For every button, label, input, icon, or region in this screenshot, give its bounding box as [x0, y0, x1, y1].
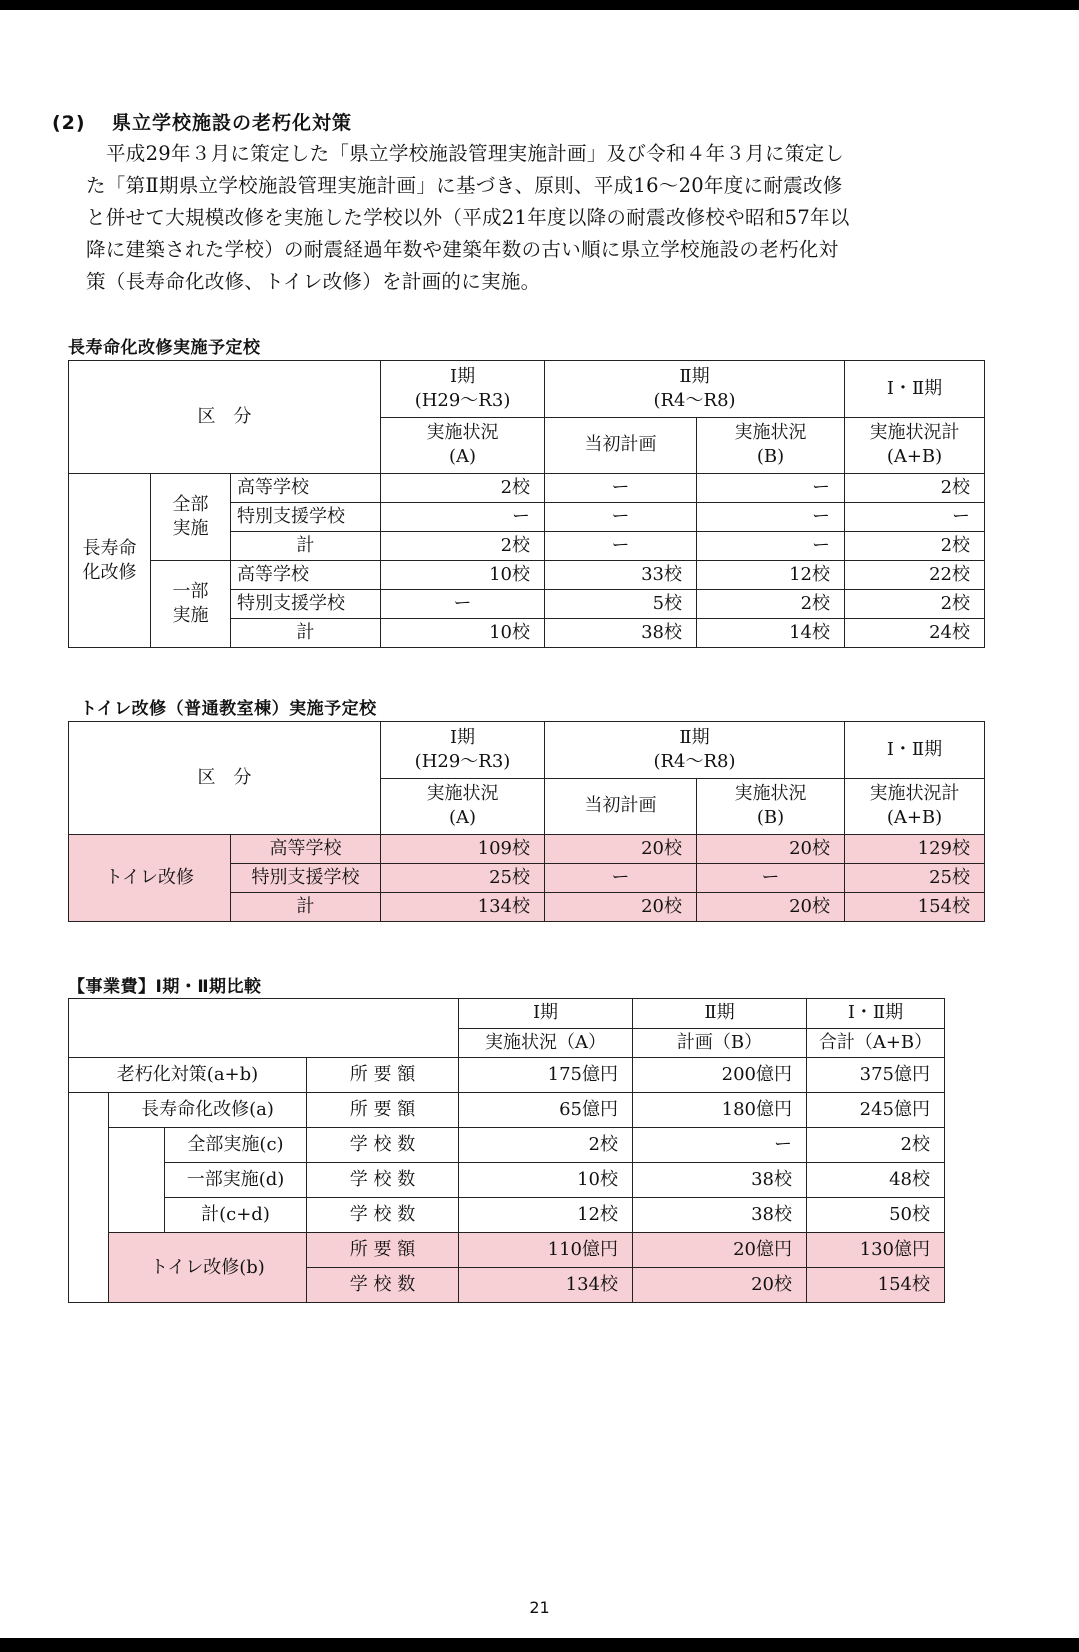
cell-a: 134校 [381, 893, 545, 922]
table-row [69, 1163, 945, 1198]
cell-ab: 50校 [807, 1198, 945, 1233]
section-number: (2) [52, 112, 86, 134]
table1-caption: 長寿命化改修実施予定校 [68, 338, 261, 358]
cell-a: 10校 [381, 619, 545, 648]
row-label: 特別支援学校 [231, 590, 381, 619]
header-period2: Ⅱ期 (R4～R8) [545, 361, 845, 418]
table-row [69, 1093, 945, 1128]
group-label: トイレ改修 [69, 835, 231, 922]
table-longevity [68, 360, 985, 648]
table-row [69, 1233, 945, 1268]
header-status-b: 実施状況 (B) [697, 417, 845, 474]
header-period2: Ⅱ期 [633, 999, 807, 1029]
row-item: 計(c+d) [165, 1198, 307, 1233]
table-row [69, 1128, 945, 1163]
cell-plan: ー [545, 864, 697, 893]
row-label: 高等学校 [231, 835, 381, 864]
paragraph-line: 策（長寿命化改修、トイレ改修）を計画的に実施。 [86, 270, 541, 293]
cell-a: 2校 [459, 1128, 633, 1163]
header-status-b: 実施状況 (B) [697, 778, 845, 835]
cell-a: 175億円 [459, 1058, 633, 1093]
row-label: 特別支援学校 [231, 503, 381, 532]
header-status-a: 実施状況（A） [459, 1028, 633, 1058]
cell-plan: 20校 [545, 835, 697, 864]
cell-a: 25校 [381, 864, 545, 893]
cell-b: 12校 [697, 561, 845, 590]
section-heading [52, 108, 352, 135]
table-toilet [68, 721, 985, 922]
header-kubun: 区 分 [69, 722, 381, 835]
cell-b: 20校 [697, 835, 845, 864]
indent-spacer [69, 1093, 109, 1303]
header-period1: Ⅰ期 (H29～R3) [381, 361, 545, 418]
cell-plan: 38校 [545, 619, 697, 648]
cell-ab: 2校 [845, 532, 985, 561]
row-label: 高等学校 [231, 474, 381, 503]
cell-a: ー [381, 590, 545, 619]
cell-ab: ー [845, 503, 985, 532]
cell-ab: 375億円 [807, 1058, 945, 1093]
table-row [69, 474, 985, 503]
row-item: トイレ改修(b) [109, 1233, 307, 1303]
table2-caption: トイレ改修（普通教室棟）実施予定校 [80, 699, 377, 719]
cell-ab: 22校 [845, 561, 985, 590]
table-row [69, 1198, 945, 1233]
table-row [69, 835, 985, 864]
cell-ab: 24校 [845, 619, 985, 648]
cell-a: 2校 [381, 474, 545, 503]
header-period12: Ⅰ・Ⅱ期 [845, 361, 985, 418]
table-row [69, 1058, 945, 1093]
cell-ab: 130億円 [807, 1233, 945, 1268]
cell-plan: ー [545, 474, 697, 503]
cell-b: 180億円 [633, 1093, 807, 1128]
table-row [69, 561, 985, 590]
header-plan: 当初計画 [545, 417, 697, 474]
cell-plan: 5校 [545, 590, 697, 619]
cell-a: 134校 [459, 1268, 633, 1303]
header-kubun: 区 分 [69, 361, 381, 474]
cell-plan: ー [545, 503, 697, 532]
header-total-ab: 合計（A+B） [807, 1028, 945, 1058]
table-costs [68, 998, 945, 1303]
cell-b: 20校 [697, 893, 845, 922]
paragraph-line: た「第Ⅱ期県立学校施設管理実施計画」に基づき、原則、平成16～20年度に耐震改修 [86, 174, 843, 197]
cell-a: 10校 [381, 561, 545, 590]
paragraph-line: と併せて大規模改修を実施した学校以外（平成21年度以降の耐震改修校や昭和57年以 [86, 206, 850, 229]
cell-plan: ー [545, 532, 697, 561]
row-item: 老朽化対策(a+b) [69, 1058, 307, 1093]
cell-plan: 20校 [545, 893, 697, 922]
row-measure: 所 要 額 [307, 1093, 459, 1128]
cell-ab: 2校 [845, 590, 985, 619]
row-measure: 学 校 数 [307, 1128, 459, 1163]
cell-b: 2校 [697, 590, 845, 619]
cell-a: 110億円 [459, 1233, 633, 1268]
cell-b: ー [697, 864, 845, 893]
row-label: 計 [231, 893, 381, 922]
row-measure: 学 校 数 [307, 1268, 459, 1303]
row-measure: 所 要 額 [307, 1058, 459, 1093]
cell-b: ー [697, 503, 845, 532]
cell-a: ー [381, 503, 545, 532]
indent-spacer [109, 1128, 165, 1233]
header-blank [69, 999, 459, 1058]
cell-b: ー [697, 532, 845, 561]
table3-caption: 【事業費】Ⅰ期・Ⅱ期比較 [68, 977, 262, 997]
cell-a: 2校 [381, 532, 545, 561]
header-period1: Ⅰ期 [459, 999, 633, 1029]
cell-b: 200億円 [633, 1058, 807, 1093]
row-label: 特別支援学校 [231, 864, 381, 893]
cell-ab: 25校 [845, 864, 985, 893]
row-measure: 学 校 数 [307, 1163, 459, 1198]
header-status-ab: 実施状況計 (A+B) [845, 778, 985, 835]
paragraph-line: 降に建築された学校）の耐震経過年数や建築年数の古い順に県立学校施設の老朽化対 [86, 238, 839, 261]
cell-plan: 33校 [545, 561, 697, 590]
page-number: 21 [529, 1598, 550, 1617]
cell-a: 12校 [459, 1198, 633, 1233]
row-measure: 学 校 数 [307, 1198, 459, 1233]
row-item: 長寿命化改修(a) [109, 1093, 307, 1128]
intro-paragraph [86, 138, 981, 298]
row-label: 高等学校 [231, 561, 381, 590]
cell-ab: 129校 [845, 835, 985, 864]
document-page [0, 10, 1079, 1638]
header-status-a: 実施状況 (A) [381, 417, 545, 474]
row-item: 全部実施(c) [165, 1128, 307, 1163]
header-period12: Ⅰ・Ⅱ期 [845, 722, 985, 779]
cell-b: 38校 [633, 1198, 807, 1233]
section-title: 県立学校施設の老朽化対策 [112, 112, 353, 134]
header-status-a: 実施状況 (A) [381, 778, 545, 835]
cell-a: 109校 [381, 835, 545, 864]
row-item: 一部実施(d) [165, 1163, 307, 1198]
header-period12: Ⅰ・Ⅱ期 [807, 999, 945, 1029]
cell-b: ー [697, 474, 845, 503]
row-label: 計 [231, 532, 381, 561]
cell-b: 20校 [633, 1268, 807, 1303]
header-plan: 当初計画 [545, 778, 697, 835]
cell-ab: 245億円 [807, 1093, 945, 1128]
cell-b: 38校 [633, 1163, 807, 1198]
row-measure: 所 要 額 [307, 1233, 459, 1268]
cell-b: 14校 [697, 619, 845, 648]
cell-ab: 154校 [845, 893, 985, 922]
cell-ab: 2校 [807, 1128, 945, 1163]
subgroup-full: 全部 実施 [151, 474, 231, 561]
cell-ab: 154校 [807, 1268, 945, 1303]
cell-ab: 48校 [807, 1163, 945, 1198]
cell-b: ー [633, 1128, 807, 1163]
row-label: 計 [231, 619, 381, 648]
cell-a: 65億円 [459, 1093, 633, 1128]
header-status-ab: 実施状況計 (A+B) [845, 417, 985, 474]
group-label: 長寿命 化改修 [69, 474, 151, 648]
cell-b: 20億円 [633, 1233, 807, 1268]
header-period2: Ⅱ期 (R4～R8) [545, 722, 845, 779]
subgroup-partial: 一部 実施 [151, 561, 231, 648]
cell-a: 10校 [459, 1163, 633, 1198]
cell-ab: 2校 [845, 474, 985, 503]
header-period1: Ⅰ期 (H29～R3) [381, 722, 545, 779]
header-plan-b: 計画（B） [633, 1028, 807, 1058]
paragraph-line: 平成29年３月に策定した「県立学校施設管理実施計画」及び令和４年３月に策定し [106, 142, 845, 165]
